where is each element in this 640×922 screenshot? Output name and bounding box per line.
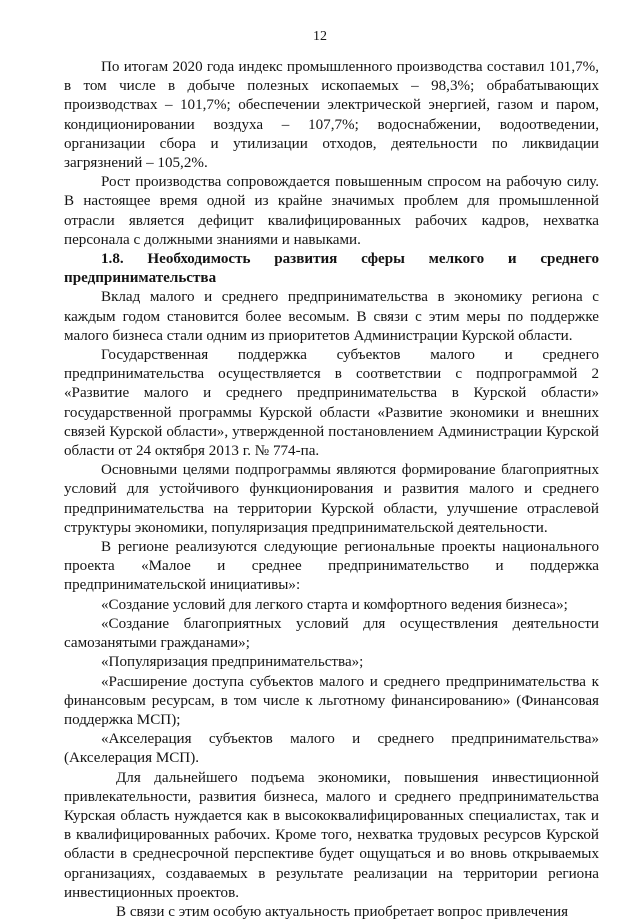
list-item-project: «Популяризация предпринимательства»;: [101, 654, 364, 671]
paragraph-subprogram-goals: Основными целями подпрограммы являются формирование благоприятных условий для устойчивого функционирования и развития малого и среднего предпринимательства на территории Курской области, улучшение отраслевой структуры экономики, популяризация предпринимательской деятельности.: [64, 462, 599, 536]
paragraph-sme-contribution: Вклад малого и среднего предпринимательства в экономику региона с каждым годом становится более весомым. В связи с этим меры по поддержке малого бизнеса стали одним из приоритетов Администрации Курской области.: [64, 289, 599, 344]
list-item-project: «Создание благоприятных условий для осуществления деятельности самозанятыми гражданами»;: [64, 615, 599, 652]
paragraph-qualified-personnel: Для дальнейшего подъема экономики, повышения инвестиционной привлекательности, развития бизнеса, малого и среднего предпринимательства Курская область нуждается как в высококвалифицированных специалистах, так и в квалифицированных рабочих. Кроме того, нехватка трудовых ресурсов Курской области в среднесрочной перспективе будет ощущаться и во вновь открываемых организациях, создаваемых в результате реализации на территории региона инвестиционных проектов.: [64, 769, 599, 901]
document-body: [64, 58, 599, 922]
page-number: 12: [313, 29, 327, 44]
list-item-project: «Расширение доступа субъектов малого и среднего предпринимательства к финансовым ресурсам, в том числе к льготному финансированию» (Финансовая поддержка МСП);: [64, 673, 599, 728]
paragraph-regional-projects: В регионе реализуются следующие региональные проекты национального проекта «Малое и среднее предпринимательство и поддержка предпринимательской инициативы»:: [64, 539, 599, 594]
paragraph-attraction-issue: В связи с этим особую актуальность приобретает вопрос привлечения: [116, 903, 569, 920]
section-heading: 1.8. Необходимость развития сферы мелкого и среднего предпринимательства: [64, 251, 599, 287]
list-item-project: «Акселерация субъектов малого и среднего предпринимательства» (Акселерация МСП).: [64, 731, 599, 767]
paragraph-state-support: Государственная поддержка субъектов малого и среднего предпринимательства осуществляется в соответствии с подпрограммой 2 «Развитие малого и среднего предпринимательства в Курской области» государственной программы Курской области «Развитие экономики и внешних связей Курской области», утвержденной постановлением Администрации Курской области от 24 октября 2013 г. № 774-па.: [64, 347, 599, 460]
paragraph-labor-demand: Рост производства сопровождается повышенным спросом на рабочую силу. В настоящее время одной из крайне значимых проблем для промышленной отрасли является дефицит квалифицированных рабочих кадров, нехватка персонала с должными знаниями и навыками.: [64, 174, 599, 248]
paragraph-industrial-index: По итогам 2020 года индекс промышленного производства составил 101,7%, в том числе в добыче полезных ископаемых – 98,3%; обрабатывающих производствах – 101,7%; обеспечении электрической энергией, газом и паром, кондиционировании воздуха – 107,7%; водоснабжении, водоотведении, организации сбора и утилизации отходов, деятельности по ликвидации загрязнений – 105,2%.: [64, 59, 599, 172]
list-item-project: «Создание условий для легкого старта и комфортного ведения бизнеса»;: [101, 596, 568, 613]
